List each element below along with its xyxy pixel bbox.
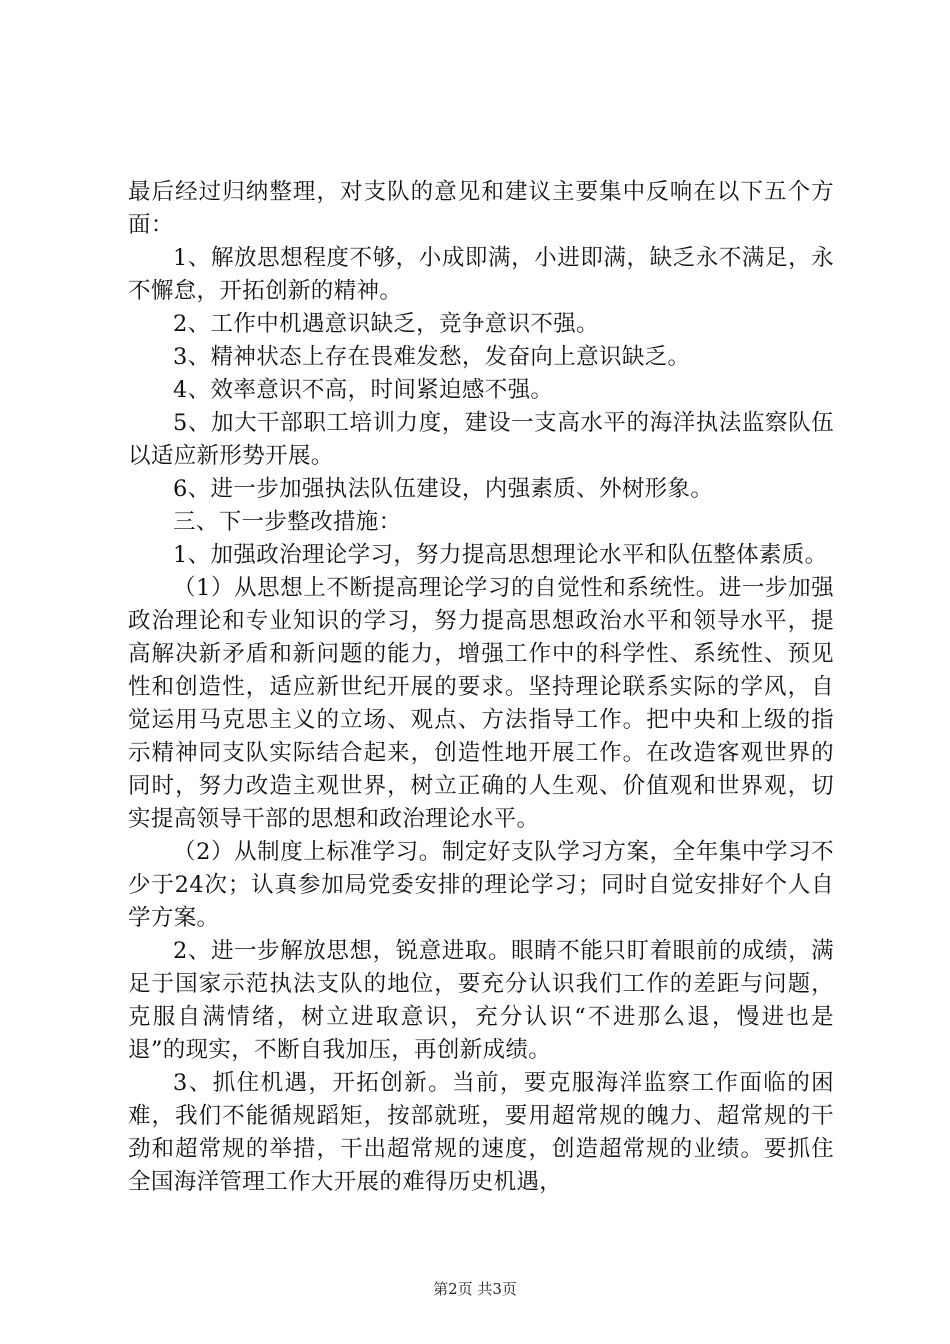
- section-heading-next-steps: 三、下一步整改措施：: [173, 509, 402, 535]
- paragraph-measure-3: 3、抓住机遇，开拓创新。当前，要克服海洋监察工作面临的困难，我们不能循规蹈矩，按部就班，要用超常规的魄力、超常规的干劲和超常规的举措，干出超常规的速度，创造超常规的业绩。要抓住全国海洋管理工作大开展的难得历史机遇，: [128, 1070, 834, 1195]
- paragraph-measure-1: 1、加强政治理论学习，努力提高思想理论水平和队伍整体素质。: [173, 542, 828, 568]
- paragraph-item-1: 1、解放思想程度不够，小成即满，小进即满，缺乏永不满足，永不懈怠，开拓创新的精神。: [128, 245, 834, 304]
- paragraph-item-2: 2、工作中机遇意识缺乏，竞争意识不强。: [173, 311, 599, 337]
- paragraph-item-6: 6、进一步加强执法队伍建设，内强素质、外树形象。: [173, 476, 714, 502]
- paragraph-item-5: 5、加大干部职工培训力度，建设一支高水平的海洋执法监察队伍以适应新形势开展。: [128, 410, 834, 469]
- paragraph-measure-2: 2、进一步解放思想，锐意进取。眼睛不能只盯着眼前的成绩，满足于国家示范执法支队的地位，要充分认识我们工作的差距与问题，克服自满情绪，树立进取意识，充分认识“不进那么退，慢进也是退”的现实，不断自我加压，再创新成绩。: [128, 938, 834, 1063]
- page-number-footer: 第2页 共3页: [433, 1280, 517, 1298]
- paragraph-item-4: 4、效率意识不高，时间紧迫感不强。: [173, 377, 554, 403]
- document-body: [128, 176, 834, 1199]
- paragraph-intro: 最后经过归纳整理，对支队的意见和建议主要集中反响在以下五个方面：: [128, 179, 834, 238]
- paragraph-measure-1-sub-1: （1）从思想上不断提高理论学习的自觉性和系统性。进一步加强政治理论和专业知识的学习，努力提高思想政治水平和领导水平，提高解决新矛盾和新问题的能力，增强工作中的科学性、系统性、预见性和创造性，适应新世纪开展的要求。坚持理论联系实际的学风，自觉运用马克思主义的立场、观点、方法指导工作。把中央和上级的指示精神同支队实际结合起来，创造性地开展工作。在改造客观世界的同时，努力改造主观世界，树立正确的人生观、价值观和世界观，切实提高领导干部的思想和政治理论水平。: [128, 575, 834, 832]
- paragraph-measure-1-sub-2: （2）从制度上标准学习。制定好支队学习方案，全年集中学习不少于24次；认真参加局党委安排的理论学习；同时自觉安排好个人自学方案。: [128, 839, 834, 931]
- paragraph-item-3: 3、精神状态上存在畏难发愁，发奋向上意识缺乏。: [173, 344, 691, 370]
